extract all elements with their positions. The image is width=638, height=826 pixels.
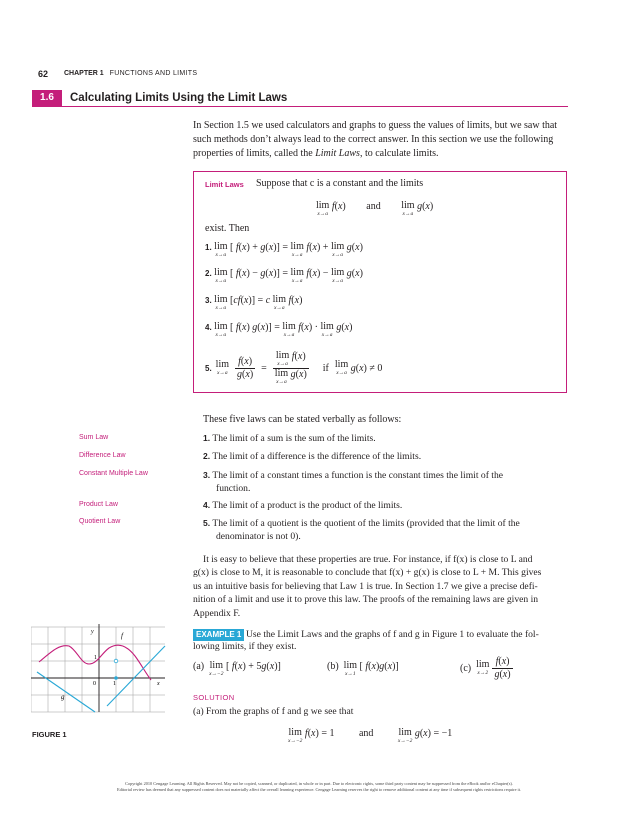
and-word: and: [366, 201, 381, 212]
solution-line: (a) From the graphs of f and g we see that: [193, 706, 354, 717]
label-x: x: [157, 681, 160, 687]
law-5-number: 5.: [205, 363, 212, 373]
verbal-item-4-number: 4.: [203, 500, 211, 510]
label-g: g: [61, 693, 65, 701]
graph-g-point: [114, 676, 118, 680]
graph-f-curve: [39, 645, 151, 680]
verbal-item-3: [203, 469, 503, 495]
graph-g-open-point: [114, 659, 118, 663]
example-text: [246, 628, 539, 641]
chapter-number: CHAPTER 1: [64, 70, 104, 77]
verbal-item-3-text: The limit of a constant times a function is the constant times the limit of the: [212, 470, 504, 481]
exist-then: exist. Then: [205, 223, 250, 234]
verbal-item-5-text: The limit of a quotient is the quotient of the limits (provided that the limit of the: [212, 518, 520, 529]
label-zero: 0: [93, 681, 96, 687]
para-line-1: It is easy to believe that these properties are true. For instance, if f(x) is close to L and: [203, 554, 533, 565]
margin-difference-law: Difference Law: [79, 452, 126, 459]
chapter-label: [64, 70, 197, 77]
law-5: 5. lim x→a $\frac{f(x)}{g(x)}$ = lim x→a f(x) lim x→a g(x) if lim x→a g ( x ) ≠ 0: [205, 350, 383, 385]
page-number: 62: [38, 69, 49, 79]
limit-laws-term: Limit Laws: [315, 148, 360, 159]
explanation-paragraph: [193, 553, 571, 620]
solution-label: SOLUTION: [193, 693, 235, 702]
section-title: Calculating Limits Using the Limit Laws: [70, 92, 288, 104]
section-rule: [32, 106, 568, 107]
intro-paragraph: [193, 119, 571, 161]
verbal-item-1: [203, 433, 376, 444]
intro-line-1: In Section 1.5 we used calculators and graphs to guess the values of limits, but we saw that: [193, 120, 558, 131]
axes: [31, 624, 165, 712]
example-part-c: (c) lim x→2 $\frac{f(x)}{g(x)}$: [460, 656, 511, 680]
label-one-y: 1: [94, 655, 97, 661]
law-1-number: 1.: [205, 243, 212, 252]
grid: [31, 627, 165, 712]
law-3: 3. lim x→a [cf(x)] = c lim x→a f(x): [205, 294, 303, 311]
intro-line-3: [193, 147, 571, 161]
verbal-item-4-text: The limit of a product is the product of the limits.: [212, 500, 403, 511]
example-part-a: (a) lim x→−2 [ f(x) + 5g(x)]: [193, 660, 281, 677]
para-line-4: nition of a limit and use it to prove this law. The proofs of the remaining laws are given in: [193, 594, 539, 606]
verbal-item-5-number: 5.: [203, 518, 211, 528]
section-number-badge: 1.6: [32, 90, 62, 106]
example-text-line-1: Use the Limit Laws and the graphs of f and g in Figure 1 to evaluate the fol-: [246, 629, 539, 640]
copyright-line-1: Copyright 2010 Cengage Learning. All Rights Reserved. May not be copied, scanned, or duplicated, in whole or in part. Due to electronic rights, some third party content may be suppressed from the eBook and/or eChapter(s).: [125, 781, 513, 786]
label-one-x: 1: [113, 681, 116, 687]
verbal-item-2-text: The limit of a difference is the difference of the limits.: [212, 451, 422, 462]
figure-1-graph: [31, 624, 167, 714]
verbal-item-5: [203, 517, 520, 543]
law-5-if: if: [322, 362, 329, 374]
verbal-item-1-number: 1.: [203, 433, 211, 443]
intro-line-2: such methods don’t always lead to the correct answer. In this section we use the following: [193, 134, 554, 145]
solution-limits: lim x→−2 f(x) = 1 and lim x→−2 g(x) = −1: [288, 727, 453, 744]
intro-line-3a: properties of limits, called the: [193, 148, 316, 159]
part-b-label: (b): [327, 661, 339, 672]
solution-and: and: [358, 728, 374, 739]
verbal-item-3-number: 3.: [203, 470, 211, 480]
verbal-item-1-text: The limit of a sum is the sum of the limits.: [212, 433, 376, 444]
margin-product-law: Product Law: [79, 501, 118, 508]
limit-laws-statement: Suppose that c is a constant and the limits: [256, 178, 424, 189]
law-2: 2. lim x→a [ f(x) − g(x)] = lim x→a f(x) − lim x→a g(x): [205, 267, 363, 284]
verbal-item-2: [203, 451, 421, 462]
law-2-number: 2.: [205, 269, 212, 278]
graph-g-line-right: [107, 646, 165, 706]
label-y: y: [91, 629, 94, 635]
law-3-number: 3.: [205, 296, 212, 305]
law-5-neq-zero: ≠ 0: [369, 362, 383, 374]
margin-constant-multiple-law: Constant Multiple Law: [79, 470, 148, 477]
verbal-item-5-text-2: denominator is not 0).: [216, 531, 301, 542]
para-line-2: g(x) is close to M, it is reasonable to conclude that f(x) + g(x) is close to L + M. This gives: [193, 567, 542, 579]
part-a-label: (a): [193, 661, 205, 672]
law-1: 1. lim x→a [ f(x) + g(x)] = lim x→a f(x) + lim x→a g(x): [205, 241, 363, 258]
law-4: 4. lim x→a [ f(x) g(x)] = lim x→a f(x) · lim x→a g(x): [205, 321, 353, 338]
para-line-3: us an intuitive basis for believing that Law 1 is true. In Section 1.7 we give a precise defi-: [193, 580, 538, 592]
intro-line-3b: , to calculate limits.: [359, 148, 439, 159]
verbal-item-2-number: 2.: [203, 451, 211, 461]
limit-laws-label: Limit Laws: [205, 180, 244, 189]
given-limits: lim x→a f(x) and lim x→a g(x): [316, 200, 434, 217]
part-c-label: (c): [460, 662, 472, 674]
margin-quotient-law: Quotient Law: [79, 518, 121, 525]
example-label: EXAMPLE 1: [193, 629, 244, 641]
verbal-item-3-text-2: function.: [216, 483, 251, 494]
chapter-title: FUNCTIONS AND LIMITS: [109, 70, 198, 77]
copyright-footer: [40, 781, 598, 793]
margin-sum-law: Sum Law: [79, 434, 109, 441]
example-text-line-2: lowing limits, if they exist.: [193, 641, 297, 652]
verbal-item-4: [203, 500, 402, 511]
label-f: f: [121, 632, 123, 640]
figure-1-caption: FIGURE 1: [32, 730, 67, 739]
copyright-line-2: Editorial review has deemed that any suppressed content does not materially affect the overall learning experience. Cengage Learning reserves the right to remove additional content at any time if subsequent rights restrictions require it.: [116, 787, 522, 792]
verbal-intro: These five laws can be stated verbally as follows:: [203, 414, 402, 425]
example-part-b: (b) lim x→1 [ f(x)g(x)]: [327, 660, 399, 677]
law-4-number: 4.: [205, 323, 212, 332]
para-line-5: Appendix F.: [193, 607, 241, 619]
